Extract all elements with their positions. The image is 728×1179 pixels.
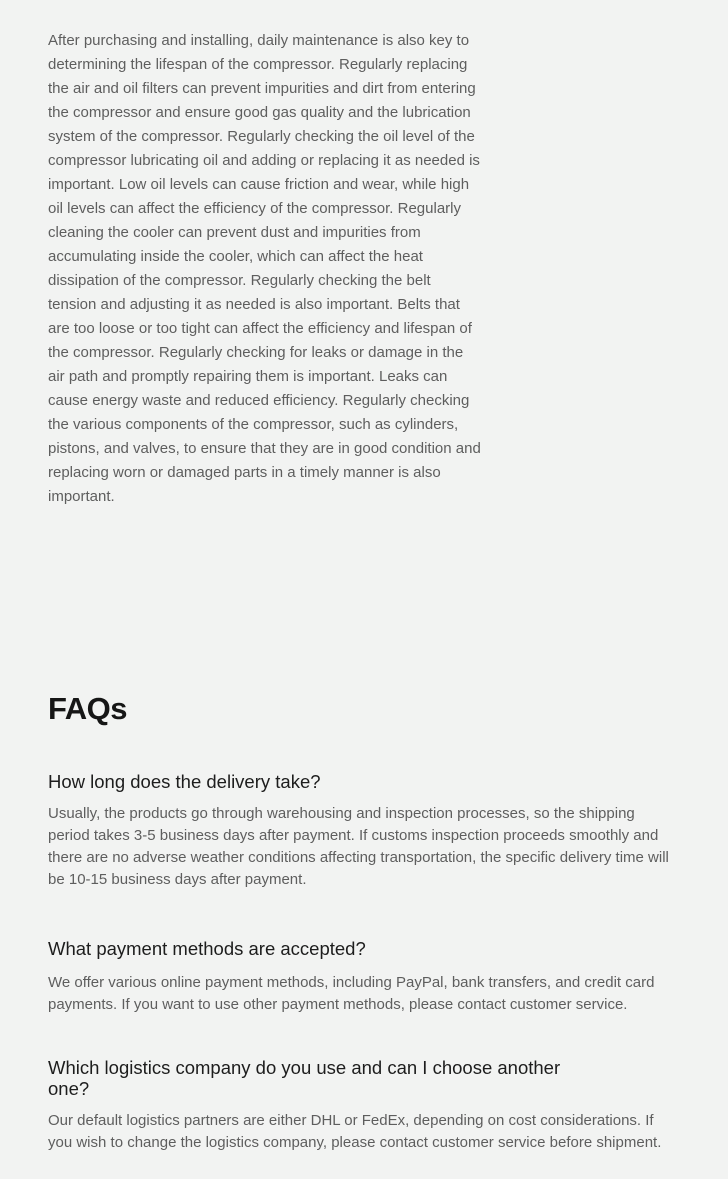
faq-section-title: FAQs [48, 691, 127, 726]
faq-answer-logistics-company: Our default logistics partners are either DHL or FedEx, depending on cost considerations. If you wish to change the logistics company, please contact customer service before shipment. [48, 1112, 662, 1151]
faq-question-logistics-company: Which logistics company do you use and can I choose another one? [48, 1057, 561, 1099]
maintenance-intro-paragraph: After purchasing and installing, daily maintenance is also key to determining the lifespan of the compressor. Regularly replacing the air and oil filters can prevent impurities and dirt from entering the compressor and ensure good gas quality and the lubrication system of the compressor. Regularly checking the oil level of the compressor lubricating oil and adding or replacing it as needed is important. Low oil levels can cause friction and wear, while high oil levels can affect the efficiency of the compressor. Regularly cleaning the cooler can prevent dust and impurities from accumulating inside the cooler, which can affect the heat dissipation of the compressor. Regularly checking the belt tension and adjusting it as needed is also important. Belts that are too loose or too tight can affect the efficiency and lifespan of the compressor. Regularly checking for leaks or damage in the air path and promptly repairing them is important. Leaks can cause energy waste and reduced efficiency. Regularly checking the various components of the compressor, such as cylinders, pistons, and valves, to ensure that they are in good condition and replacing worn or damaged parts in a timely manner is also important. [48, 32, 481, 505]
faq-answer-delivery-time: Usually, the products go through warehousing and inspection processes, so the shipping period takes 3-5 business days after payment. If customs inspection proceeds smoothly and there are no adverse weather conditions affecting transportation, the specific delivery time will be 10-15 business days after payment. [48, 805, 669, 888]
faq-question-payment-methods: What payment methods are accepted? [48, 938, 366, 959]
faq-question-delivery-time: How long does the delivery take? [48, 771, 321, 792]
faq-answer-payment-methods: We offer various online payment methods, including PayPal, bank transfers, and credit card payments. If you want to use other payment methods, please contact customer service. [48, 974, 655, 1013]
